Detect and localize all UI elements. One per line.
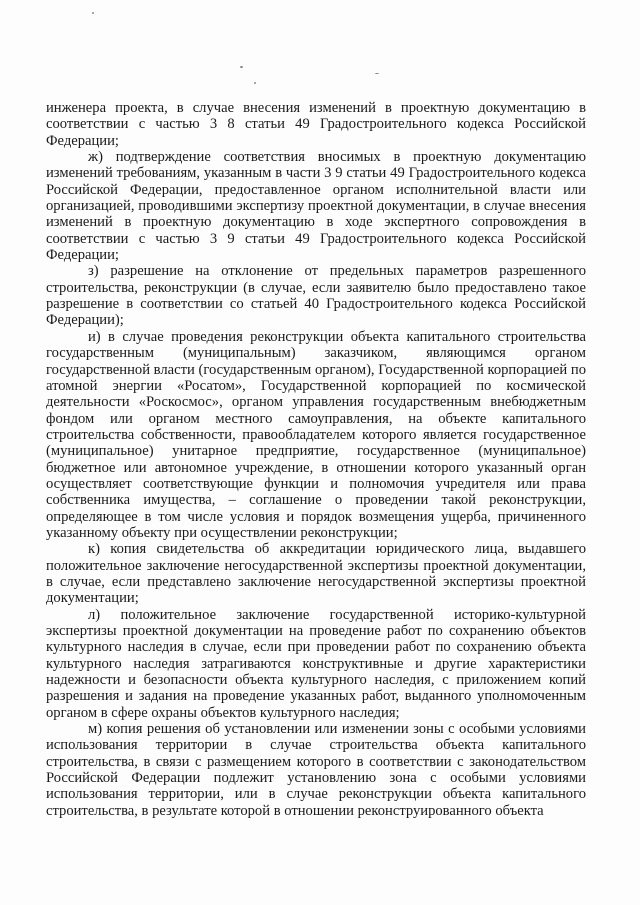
paragraph-item-l: л) положительное заключение государственной историко-культурной экспертизы проектной документации на проведение работ по сохранению объектов культурного наследия в случае, если при проведении работ по сохранению объекта культурного наследия затрагиваются конструктивные и другие характеристики надежности и безопасности объекта культурного наследия, с приложением копий разрешения и задания на проведение указанных работ, выданного уполномоченным органом в сфере охраны объектов культурного наследия; (46, 606, 586, 721)
paragraph-item-i: и) в случае проведения реконструкции объекта капитального строительства государственным (муниципальным) заказчиком, являющимся органом государственной власти (государственным органом), Государственной корпорацией по атомной энергии «Росатом», Государственной корпорацией по космической деятельности «Роскосмос», органом управления государственным внебюджетным фондом или органом местного самоуправления, на объекте капитального строительства собственности, правообладателем которого является государственное (муниципальное) унитарное предприятие, государственное (муниципальное) бюджетное или автономное учреждение, в отношении которого указанный орган осуществляет соответствующие функции и полномочия учредителя или права собственника имущества, – соглашение о проведении такой реконструкции, определяющее в том числе условия и порядок возмещения ущерба, причиненного указанному объекту при осуществлении реконструкции; (46, 328, 586, 541)
paragraph-continuation: инженера проекта, в случае внесения изменений в проектную документацию в соответствии с частью 3 8 статьи 49 Градостроительного кодекса Российской Федерации; (46, 100, 586, 149)
scan-speck (92, 12, 94, 14)
paragraph-item-m: м) копия решения об установлении или изменении зоны с особыми условиями использования территории в случае строительства объекта капитального строительства, в связи с размещением которого в соответствии с законодательством Российской Федерации подлежит установлению зона с особыми условиями использования территории, или в случае реконструкции объекта капитального строительства, в результате которой в отношении реконструированного объекта (46, 721, 586, 819)
paragraph-item-k: к) копия свидетельства об аккредитации юридического лица, выдавшего положительное заключение негосударственной экспертизы проектной документации, в случае, если представлено заключение негосударственной экспертизы проектной документации; (46, 541, 586, 607)
scan-speck (240, 66, 243, 68)
document-body (46, 100, 586, 819)
scan-speck (254, 82, 256, 84)
paragraph-item-z: з) разрешение на отклонение от предельных параметров разрешенного строительства, реконструкции (в случае, если заявителю было предоставлено такое разрешение в соответствии со статьей 40 Градостроительного кодекса Российской Федерации); (46, 263, 586, 329)
paragraph-item-zh: ж) подтверждение соответствия вносимых в проектную документацию изменений требованиям, указанным в части 3 9 статьи 49 Градостроительного кодекса Российской Федерации, предоставленное органом исполнительной власти или организацией, проводившими экспертизу проектной документации, в случае внесения изменений в проектную документацию в ходе экспертного сопровождения в соответствии с частью 3 9 статьи 49 Градостроительного кодекса Российской Федерации; (46, 149, 586, 264)
scan-speck (375, 73, 379, 74)
